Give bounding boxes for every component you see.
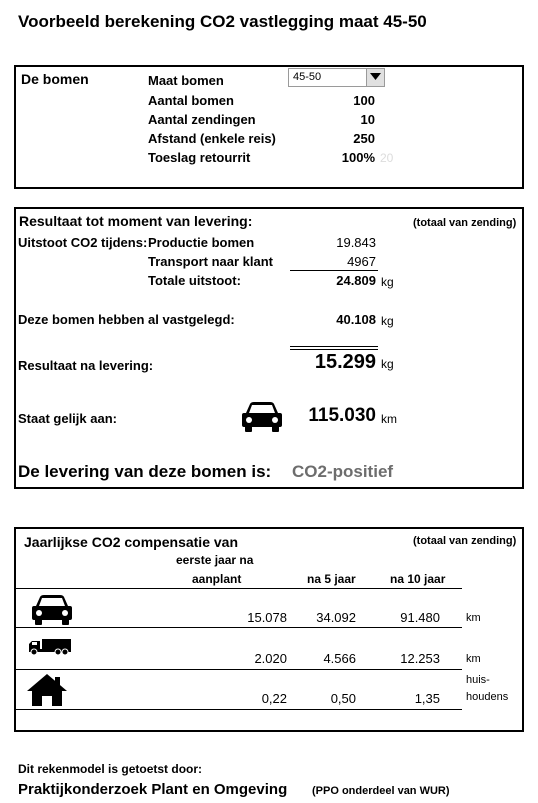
row1-v2: 34.092 [316, 610, 356, 625]
row3-unit2: houdens [466, 691, 509, 703]
aantal-zendingen-value[interactable]: 10 [360, 112, 375, 127]
truck-icon [28, 638, 72, 656]
bomen-heading: De bomen [21, 71, 89, 87]
aantal-zendingen-label: Aantal zendingen [148, 112, 256, 127]
row2-unit: km [466, 653, 481, 665]
totale-unit: kg [381, 275, 394, 289]
header-rule [14, 588, 462, 589]
na-levering-label: Resultaat na levering: [18, 358, 154, 373]
row-rule [14, 669, 462, 670]
levering-value: CO2-positief [292, 462, 394, 481]
na-levering-unit: kg [381, 357, 394, 371]
productie-label: Productie bomen [148, 235, 255, 250]
footer-org: Praktijkonderzoek Plant en Omgeving [18, 781, 288, 798]
vastgelegd-unit: kg [381, 314, 394, 328]
totale-value: 24.809 [336, 273, 376, 288]
productie-value: 19.843 [336, 235, 376, 250]
row2-v3: 12.253 [400, 651, 440, 666]
transport-value: 4967 [347, 254, 376, 269]
footer-org-sub: (PPO onderdeel van WUR) [312, 785, 450, 797]
aantal-bomen-value[interactable]: 100 [353, 93, 375, 108]
page-title: Voorbeeld berekening CO2 vastlegging maat 45-50 [18, 12, 427, 31]
gelijk-unit: km [381, 412, 397, 426]
house-icon [26, 673, 68, 707]
toeslag-label: Toeslag retourrit [148, 150, 251, 165]
bomen-panel [14, 65, 524, 189]
levering-label: De levering van deze bomen is: [18, 462, 272, 481]
resultaat-note: (totaal van zending) [413, 217, 517, 229]
jaarlijks-heading: Jaarlijkse CO2 compensatie van [24, 534, 238, 550]
row3-v2: 0,50 [330, 691, 356, 706]
col1-header-line1: eerste jaar na [176, 553, 254, 567]
col2-header: na 5 jaar [307, 572, 356, 586]
maat-label: Maat bomen [148, 73, 224, 88]
totale-label: Totale uitstoot: [148, 273, 241, 288]
row-rule [14, 627, 462, 628]
row1-v1: 15.078 [247, 610, 287, 625]
maat-select[interactable] [288, 68, 385, 87]
row1-v3: 91.480 [400, 610, 440, 625]
chevron-down-icon [370, 73, 381, 81]
vastgelegd-value: 40.108 [336, 312, 376, 327]
row1-unit: km [466, 612, 481, 624]
car-icon [30, 594, 74, 626]
row2-v1: 2.020 [254, 651, 287, 666]
aantal-bomen-label: Aantal bomen [148, 93, 234, 108]
afstand-value[interactable]: 250 [353, 131, 375, 146]
gelijk-value: 115.030 [308, 405, 376, 426]
na-levering-value: 15.299 [314, 351, 376, 373]
double-line-top [290, 346, 378, 347]
toeslag-extra: 20 [380, 151, 394, 165]
footer-line1: Dit rekenmodel is getoetst door: [18, 762, 203, 776]
vastgelegd-label: Deze bomen hebben al vastgelegd: [18, 312, 235, 327]
maat-select-value: 45-50 [293, 71, 322, 83]
dropdown-button[interactable] [366, 69, 384, 86]
sum-line [290, 270, 378, 271]
afstand-label: Afstand (enkele reis) [148, 131, 276, 146]
double-line-bottom [290, 349, 378, 350]
col1-header-line2: aanplant [192, 572, 242, 586]
row3-v1: 0,22 [261, 691, 287, 706]
gelijk-label: Staat gelijk aan: [18, 411, 117, 426]
transport-label: Transport naar klant [148, 254, 273, 269]
row2-v2: 4.566 [323, 651, 356, 666]
row3-unit: huis- [466, 674, 490, 686]
uitstoot-label: Uitstoot CO2 tijdens: [18, 235, 148, 250]
toeslag-value[interactable]: 100% [341, 150, 375, 165]
row3-v3: 1,35 [414, 691, 440, 706]
jaarlijks-note: (totaal van zending) [413, 535, 517, 547]
col3-header: na 10 jaar [390, 572, 446, 586]
row-rule [14, 709, 462, 710]
resultaat-heading: Resultaat tot moment van levering: [19, 213, 253, 229]
